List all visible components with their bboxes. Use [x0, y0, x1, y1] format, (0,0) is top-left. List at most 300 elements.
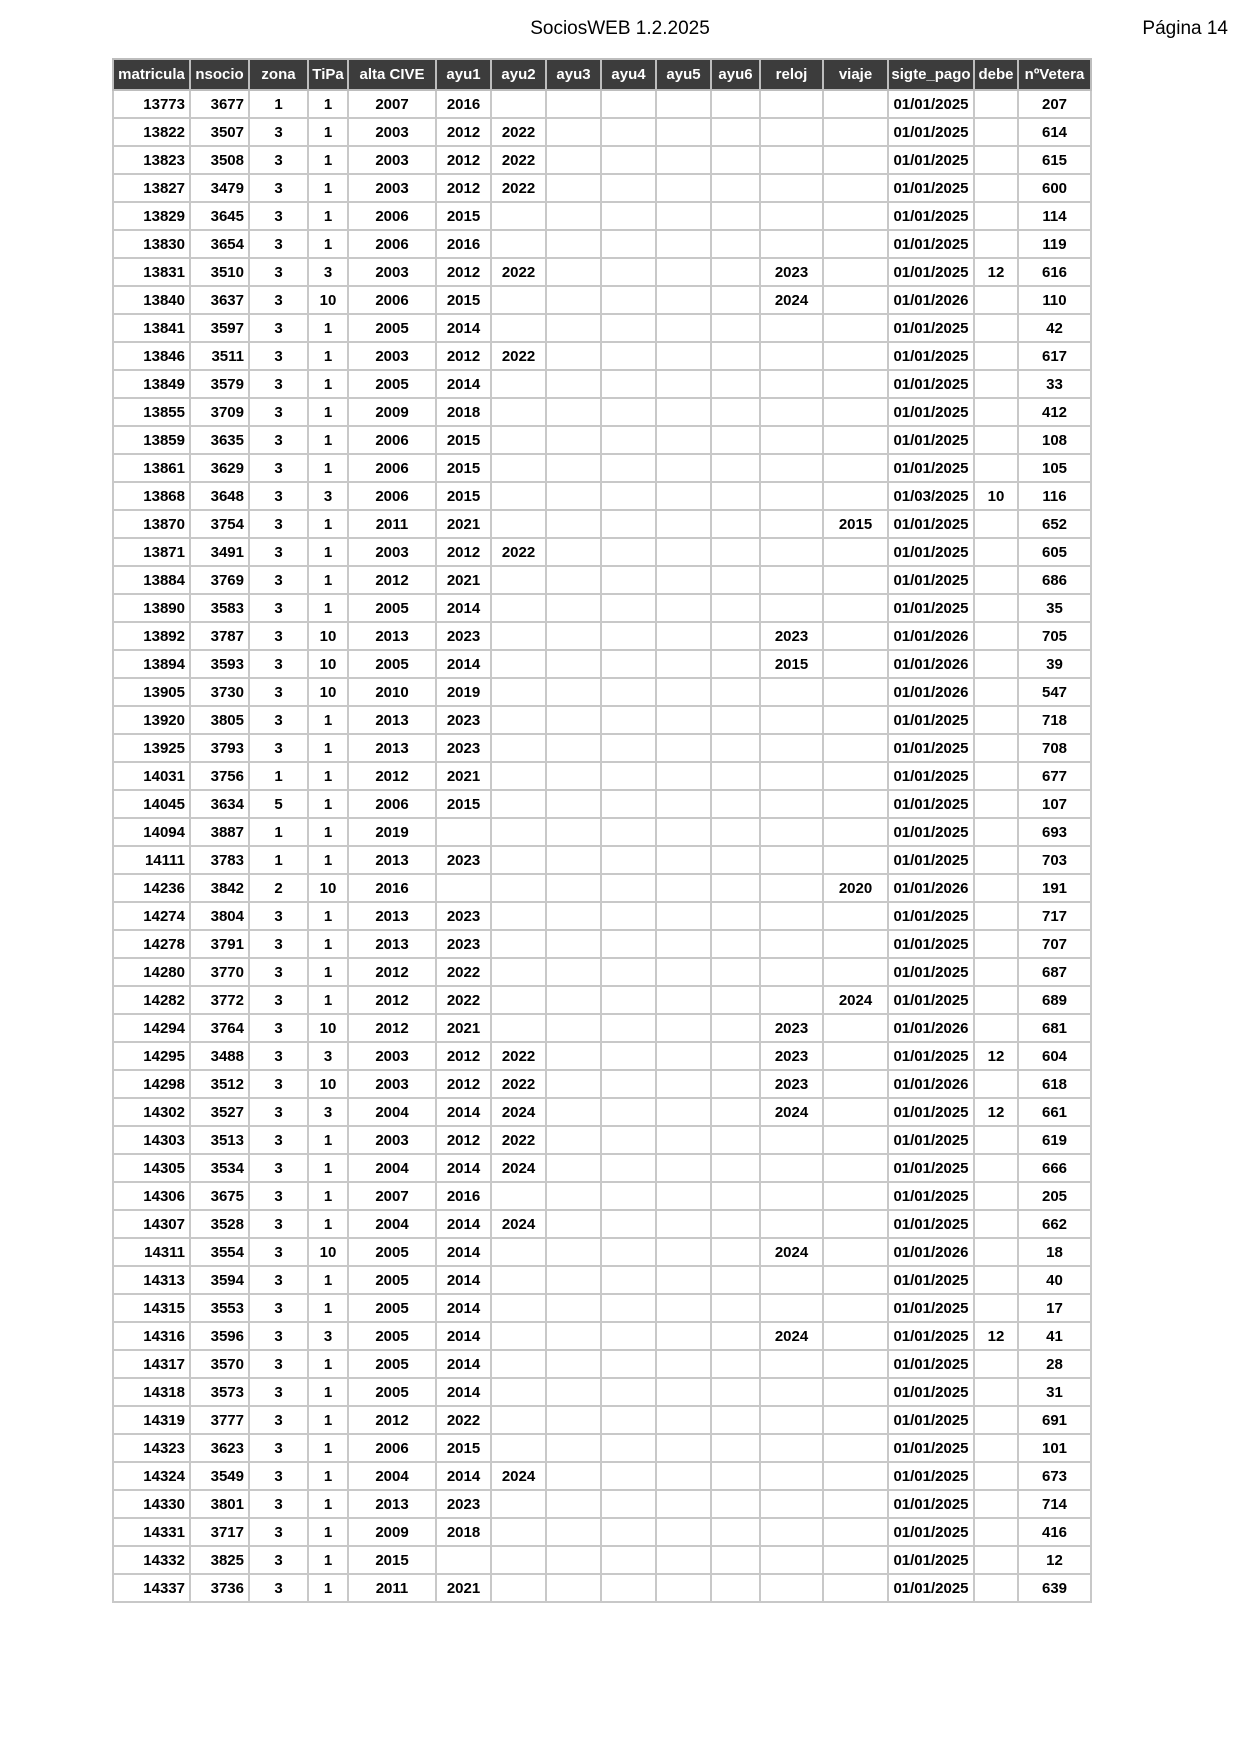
- table-cell: 3: [249, 174, 308, 202]
- table-cell: 3: [249, 986, 308, 1014]
- table-cell: [711, 1322, 760, 1350]
- table-cell: [601, 510, 656, 538]
- table-cell: [656, 286, 711, 314]
- table-cell: 1: [308, 1210, 348, 1238]
- table-cell: 707: [1018, 930, 1091, 958]
- table-cell: [974, 930, 1018, 958]
- table-cell: 3: [249, 370, 308, 398]
- table-cell: 2012: [348, 566, 436, 594]
- table-cell: [974, 706, 1018, 734]
- table-cell: 10: [308, 678, 348, 706]
- table-cell: 2022: [491, 1126, 546, 1154]
- table-cell: 14045: [113, 790, 190, 818]
- table-cell: 3637: [190, 286, 249, 314]
- table-cell: [974, 370, 1018, 398]
- table-cell: [601, 1042, 656, 1070]
- table-cell: [711, 790, 760, 818]
- table-cell: [711, 510, 760, 538]
- table-cell: 2012: [436, 118, 491, 146]
- table-cell: 01/01/2025: [888, 1266, 974, 1294]
- table-cell: 3: [249, 202, 308, 230]
- table-cell: [656, 734, 711, 762]
- table-cell: [760, 1126, 823, 1154]
- table-cell: 2021: [436, 566, 491, 594]
- table-cell: [711, 314, 760, 342]
- table-cell: [546, 314, 601, 342]
- table-cell: 3488: [190, 1042, 249, 1070]
- table-cell: [711, 1126, 760, 1154]
- table-cell: 619: [1018, 1126, 1091, 1154]
- table-row: [113, 1154, 1091, 1182]
- table-cell: 13868: [113, 482, 190, 510]
- table-cell: [823, 902, 888, 930]
- table-cell: [546, 1182, 601, 1210]
- table-cell: [823, 566, 888, 594]
- table-cell: 01/01/2025: [888, 1098, 974, 1126]
- table-cell: [601, 762, 656, 790]
- table-cell: 3570: [190, 1350, 249, 1378]
- table-cell: 2: [249, 874, 308, 902]
- table-cell: [823, 1070, 888, 1098]
- table-cell: 2013: [348, 622, 436, 650]
- table-cell: 2015: [823, 510, 888, 538]
- table-cell: [974, 398, 1018, 426]
- table-cell: [601, 286, 656, 314]
- table-cell: [823, 426, 888, 454]
- table-cell: [601, 734, 656, 762]
- table-cell: 1: [308, 90, 348, 118]
- table-row: [113, 118, 1091, 146]
- table-cell: 13920: [113, 706, 190, 734]
- table-row: [113, 1070, 1091, 1098]
- table-cell: 2018: [436, 398, 491, 426]
- table-cell: 2013: [348, 846, 436, 874]
- table-row: [113, 1042, 1091, 1070]
- table-cell: 2023: [436, 846, 491, 874]
- table-cell: [491, 230, 546, 258]
- table-cell: 2016: [348, 874, 436, 902]
- table-cell: 10: [308, 1014, 348, 1042]
- table-cell: 3783: [190, 846, 249, 874]
- table-cell: [974, 846, 1018, 874]
- table-cell: [711, 202, 760, 230]
- table-cell: [656, 454, 711, 482]
- table-cell: [823, 678, 888, 706]
- table-cell: 2014: [436, 1378, 491, 1406]
- table-cell: 3: [249, 538, 308, 566]
- table-cell: [601, 566, 656, 594]
- table-cell: 01/01/2025: [888, 902, 974, 930]
- table-cell: 604: [1018, 1042, 1091, 1070]
- table-cell: 01/01/2025: [888, 1490, 974, 1518]
- table-cell: [974, 790, 1018, 818]
- table-cell: 3: [249, 1126, 308, 1154]
- table-row: [113, 426, 1091, 454]
- table-cell: 600: [1018, 174, 1091, 202]
- table-cell: [601, 986, 656, 1014]
- table-cell: 01/01/2026: [888, 622, 974, 650]
- table-cell: 01/01/2025: [888, 174, 974, 202]
- table-cell: 3645: [190, 202, 249, 230]
- table-cell: [491, 510, 546, 538]
- table-cell: [823, 146, 888, 174]
- table-cell: [546, 118, 601, 146]
- table-cell: [546, 874, 601, 902]
- table-cell: [760, 1182, 823, 1210]
- table-cell: [823, 734, 888, 762]
- table-cell: 677: [1018, 762, 1091, 790]
- document-title: SociosWEB 1.2.2025: [530, 18, 710, 39]
- table-cell: 1: [308, 538, 348, 566]
- table-cell: 01/01/2026: [888, 874, 974, 902]
- table-cell: [760, 342, 823, 370]
- table-cell: 14305: [113, 1154, 190, 1182]
- column-header: TiPa: [308, 59, 348, 90]
- table-cell: [546, 1154, 601, 1182]
- table-cell: 14294: [113, 1014, 190, 1042]
- table-cell: 13855: [113, 398, 190, 426]
- table-cell: 1: [308, 230, 348, 258]
- table-cell: [760, 1294, 823, 1322]
- table-cell: 205: [1018, 1182, 1091, 1210]
- table-cell: 3583: [190, 594, 249, 622]
- table-row: [113, 1546, 1091, 1574]
- table-cell: 2006: [348, 230, 436, 258]
- table-cell: 3: [249, 1014, 308, 1042]
- table-row: [113, 258, 1091, 286]
- table-cell: [823, 286, 888, 314]
- table-row: [113, 202, 1091, 230]
- table-cell: [711, 1154, 760, 1182]
- table-cell: [656, 398, 711, 426]
- table-cell: [974, 314, 1018, 342]
- table-cell: [711, 1490, 760, 1518]
- table-cell: 2004: [348, 1462, 436, 1490]
- table-cell: 2012: [436, 258, 491, 286]
- table-cell: [711, 146, 760, 174]
- table-cell: 3623: [190, 1434, 249, 1462]
- table-cell: 3629: [190, 454, 249, 482]
- table-cell: 3709: [190, 398, 249, 426]
- table-cell: 3: [249, 1490, 308, 1518]
- table-cell: [601, 174, 656, 202]
- table-cell: [656, 1182, 711, 1210]
- table-cell: [760, 1154, 823, 1182]
- table-cell: [546, 1434, 601, 1462]
- table-cell: 191: [1018, 874, 1091, 902]
- table-cell: 3: [249, 706, 308, 734]
- table-cell: 01/01/2026: [888, 286, 974, 314]
- table-cell: [491, 706, 546, 734]
- table-cell: [823, 790, 888, 818]
- table-cell: 1: [308, 174, 348, 202]
- table-cell: 2024: [491, 1462, 546, 1490]
- table-cell: [823, 482, 888, 510]
- table-cell: 2016: [436, 90, 491, 118]
- table-cell: 617: [1018, 342, 1091, 370]
- table-cell: [546, 902, 601, 930]
- table-cell: 547: [1018, 678, 1091, 706]
- table-cell: 3: [249, 650, 308, 678]
- table-cell: 3842: [190, 874, 249, 902]
- table-cell: [601, 90, 656, 118]
- table-cell: 13870: [113, 510, 190, 538]
- table-cell: [656, 90, 711, 118]
- table-cell: 207: [1018, 90, 1091, 118]
- table-cell: 3770: [190, 958, 249, 986]
- table-cell: [546, 986, 601, 1014]
- table-row: [113, 734, 1091, 762]
- table-cell: 1: [308, 426, 348, 454]
- table-row: [113, 1350, 1091, 1378]
- table-cell: [601, 650, 656, 678]
- table-cell: [711, 1070, 760, 1098]
- table-cell: [823, 594, 888, 622]
- table-row: [113, 818, 1091, 846]
- table-cell: 01/01/2026: [888, 1238, 974, 1266]
- table-cell: [491, 790, 546, 818]
- table-cell: 2009: [348, 1518, 436, 1546]
- table-cell: 2011: [348, 510, 436, 538]
- table-cell: 691: [1018, 1406, 1091, 1434]
- table-cell: [823, 342, 888, 370]
- table-cell: [823, 1014, 888, 1042]
- table-cell: 2003: [348, 538, 436, 566]
- table-cell: [711, 90, 760, 118]
- table-cell: [546, 1238, 601, 1266]
- table-cell: [760, 1574, 823, 1602]
- table-cell: 108: [1018, 426, 1091, 454]
- table-cell: [760, 1406, 823, 1434]
- table-cell: [546, 1070, 601, 1098]
- table-cell: 13846: [113, 342, 190, 370]
- column-header: nºVetera: [1018, 59, 1091, 90]
- table-cell: [656, 1126, 711, 1154]
- table-cell: 14316: [113, 1322, 190, 1350]
- table-cell: 605: [1018, 538, 1091, 566]
- table-cell: 2023: [436, 1490, 491, 1518]
- table-cell: 1: [308, 762, 348, 790]
- table-row: [113, 538, 1091, 566]
- table-cell: [974, 1070, 1018, 1098]
- table-row: [113, 230, 1091, 258]
- table-cell: [601, 1238, 656, 1266]
- table-cell: [546, 398, 601, 426]
- table-cell: [656, 1350, 711, 1378]
- table-cell: [974, 1182, 1018, 1210]
- table-cell: [601, 538, 656, 566]
- table-cell: 2004: [348, 1210, 436, 1238]
- table-cell: [546, 1546, 601, 1574]
- table-cell: 3527: [190, 1098, 249, 1126]
- table-cell: 652: [1018, 510, 1091, 538]
- table-cell: 3804: [190, 902, 249, 930]
- table-cell: 1: [308, 1434, 348, 1462]
- table-cell: 2023: [760, 1070, 823, 1098]
- table-row: [113, 1462, 1091, 1490]
- table-cell: [601, 1546, 656, 1574]
- table-cell: [491, 846, 546, 874]
- table-cell: 2020: [823, 874, 888, 902]
- table-cell: 14306: [113, 1182, 190, 1210]
- table-cell: [491, 314, 546, 342]
- table-cell: [656, 1322, 711, 1350]
- table-cell: [491, 482, 546, 510]
- table-cell: [546, 846, 601, 874]
- table-cell: 2007: [348, 90, 436, 118]
- table-cell: [823, 1322, 888, 1350]
- table-cell: 1: [308, 1266, 348, 1294]
- table-cell: 13925: [113, 734, 190, 762]
- table-cell: [823, 118, 888, 146]
- table-cell: [711, 258, 760, 286]
- table-cell: 01/01/2025: [888, 986, 974, 1014]
- table-cell: 3: [249, 1098, 308, 1126]
- table-cell: 14111: [113, 846, 190, 874]
- table-cell: 2015: [436, 482, 491, 510]
- table-cell: 2005: [348, 650, 436, 678]
- table-cell: [601, 846, 656, 874]
- table-cell: [546, 566, 601, 594]
- table-cell: 2003: [348, 1070, 436, 1098]
- column-header: ayu6: [711, 59, 760, 90]
- table-cell: [546, 174, 601, 202]
- table-cell: 13849: [113, 370, 190, 398]
- table-cell: [974, 230, 1018, 258]
- table-cell: [711, 678, 760, 706]
- table-cell: 14274: [113, 902, 190, 930]
- table-cell: 708: [1018, 734, 1091, 762]
- table-cell: 2024: [491, 1154, 546, 1182]
- table-cell: [656, 874, 711, 902]
- table-cell: 3554: [190, 1238, 249, 1266]
- table-cell: 12: [974, 1322, 1018, 1350]
- table-cell: [823, 1490, 888, 1518]
- table-cell: [823, 1378, 888, 1406]
- column-header: nsocio: [190, 59, 249, 90]
- table-cell: 01/01/2025: [888, 1126, 974, 1154]
- table-cell: 3: [249, 1406, 308, 1434]
- table-cell: [546, 370, 601, 398]
- table-cell: 2014: [436, 1266, 491, 1294]
- table-cell: [974, 146, 1018, 174]
- table-cell: [711, 958, 760, 986]
- table-cell: 1: [308, 1182, 348, 1210]
- table-cell: 686: [1018, 566, 1091, 594]
- table-cell: [491, 958, 546, 986]
- table-cell: [760, 930, 823, 958]
- table-row: [113, 1210, 1091, 1238]
- table-row: [113, 1182, 1091, 1210]
- table-cell: 3769: [190, 566, 249, 594]
- table-cell: 1: [308, 958, 348, 986]
- table-cell: 2012: [348, 958, 436, 986]
- table-cell: 13890: [113, 594, 190, 622]
- table-row: [113, 398, 1091, 426]
- table-cell: [711, 1266, 760, 1294]
- table-cell: 2015: [436, 426, 491, 454]
- table-cell: [823, 258, 888, 286]
- table-cell: 01/01/2025: [888, 1182, 974, 1210]
- table-cell: [711, 1350, 760, 1378]
- table-row: [113, 622, 1091, 650]
- table-cell: 01/01/2025: [888, 1210, 974, 1238]
- table-cell: [823, 1098, 888, 1126]
- table-cell: 3553: [190, 1294, 249, 1322]
- table-cell: 01/01/2025: [888, 1322, 974, 1350]
- table-cell: [711, 1098, 760, 1126]
- table-cell: 2016: [436, 230, 491, 258]
- table-cell: 2016: [436, 1182, 491, 1210]
- table-cell: [974, 1126, 1018, 1154]
- table-cell: [823, 398, 888, 426]
- column-header: ayu4: [601, 59, 656, 90]
- table-cell: 01/01/2025: [888, 594, 974, 622]
- table-cell: [711, 1518, 760, 1546]
- table-cell: 2015: [348, 1546, 436, 1574]
- table-cell: 114: [1018, 202, 1091, 230]
- table-cell: 2014: [436, 594, 491, 622]
- table-cell: [823, 1182, 888, 1210]
- table-cell: [823, 1350, 888, 1378]
- table-cell: [760, 482, 823, 510]
- table-cell: [601, 874, 656, 902]
- table-cell: 2015: [760, 650, 823, 678]
- table-cell: [823, 930, 888, 958]
- table-cell: [711, 1294, 760, 1322]
- table-cell: 3: [249, 398, 308, 426]
- table-cell: 3: [249, 1462, 308, 1490]
- table-cell: [656, 1434, 711, 1462]
- table-cell: 14282: [113, 986, 190, 1014]
- table-cell: [760, 1434, 823, 1462]
- table-cell: 3654: [190, 230, 249, 258]
- table-cell: [601, 1518, 656, 1546]
- table-cell: 3510: [190, 258, 249, 286]
- table-cell: 13841: [113, 314, 190, 342]
- table-cell: [760, 370, 823, 398]
- table-cell: [491, 1238, 546, 1266]
- table-cell: 2006: [348, 790, 436, 818]
- table-cell: [974, 566, 1018, 594]
- table-cell: [823, 230, 888, 258]
- table-cell: 10: [308, 874, 348, 902]
- table-cell: 1: [308, 846, 348, 874]
- table-cell: 3777: [190, 1406, 249, 1434]
- table-cell: 01/01/2025: [888, 706, 974, 734]
- table-cell: 673: [1018, 1462, 1091, 1490]
- table-cell: 01/03/2025: [888, 482, 974, 510]
- table-cell: 101: [1018, 1434, 1091, 1462]
- table-cell: 3887: [190, 818, 249, 846]
- table-cell: [601, 202, 656, 230]
- table-cell: 3: [249, 594, 308, 622]
- table-cell: 2019: [348, 818, 436, 846]
- table-cell: [760, 566, 823, 594]
- table-row: [113, 1434, 1091, 1462]
- table-cell: 705: [1018, 622, 1091, 650]
- table-cell: [601, 1322, 656, 1350]
- table-cell: [823, 1434, 888, 1462]
- table-cell: 3594: [190, 1266, 249, 1294]
- table-cell: 13840: [113, 286, 190, 314]
- table-cell: 3512: [190, 1070, 249, 1098]
- table-cell: 3: [249, 482, 308, 510]
- table-cell: 1: [308, 706, 348, 734]
- table-cell: 3: [249, 1210, 308, 1238]
- table-cell: [656, 538, 711, 566]
- table-cell: [546, 342, 601, 370]
